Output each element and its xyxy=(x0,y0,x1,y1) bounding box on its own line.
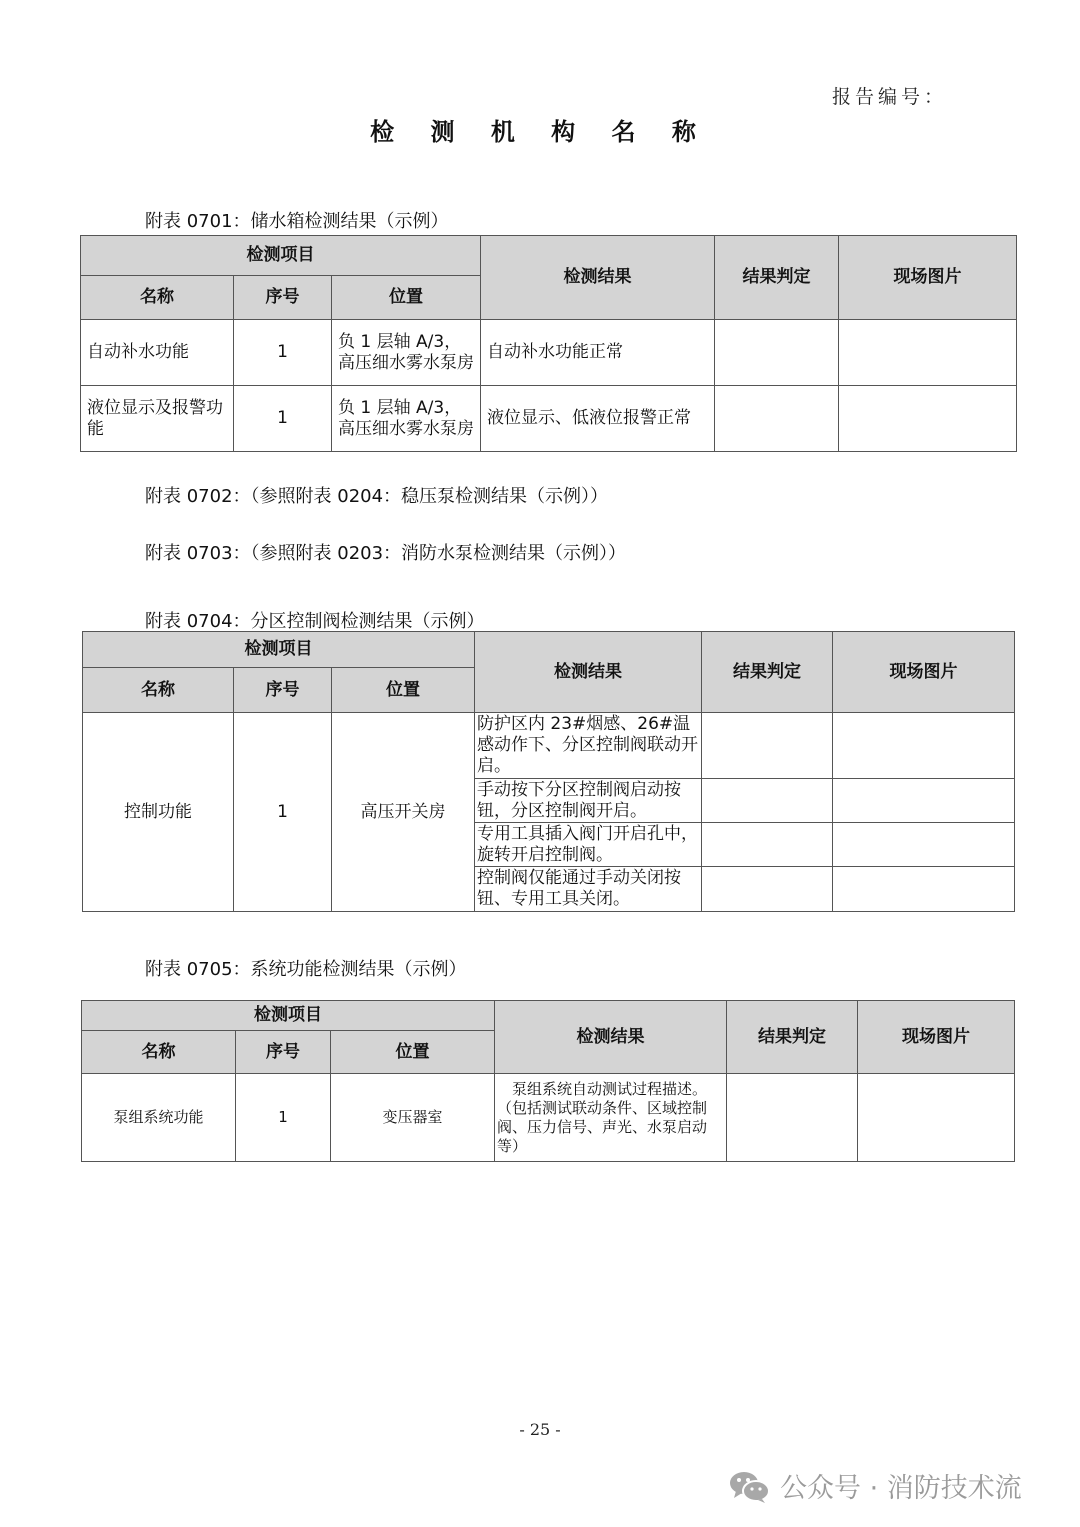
table-0701 xyxy=(80,235,1017,452)
header-name: 名称 xyxy=(83,668,234,713)
header-seq: 序号 xyxy=(234,668,332,713)
wechat-icon xyxy=(728,1470,772,1502)
cell-seq: 1 xyxy=(234,386,332,452)
watermark-text: 公众号 · 消防技术流 xyxy=(780,1473,1022,1504)
cell-location: 负 1 层轴 A/3，高压细水雾水泵房 xyxy=(332,320,481,386)
group-header: 检测项目 xyxy=(82,1001,495,1031)
table-row xyxy=(81,386,1017,452)
cell-name: 泵组系统功能 xyxy=(82,1074,236,1162)
cell-photo xyxy=(833,779,1015,823)
table-0703-caption: 附表 0703：（参照附表 0203：消防水泵检测结果（示例）） xyxy=(145,543,627,564)
cell-result: 液位显示、低液位报警正常 xyxy=(481,386,715,452)
header-name: 名称 xyxy=(81,276,234,320)
cell-result: 自动补水功能正常 xyxy=(481,320,715,386)
table-0701-caption: 附表 0701：储水箱检测结果（示例） xyxy=(145,211,449,232)
table-row xyxy=(83,713,1015,779)
cell-result: 控制阀仅能通过手动关闭按钮、专用工具关闭。 xyxy=(475,867,702,912)
header-location: 位置 xyxy=(332,668,475,713)
group-header: 检测项目 xyxy=(83,632,475,668)
group-header: 检测项目 xyxy=(81,236,481,276)
cell-result: 专用工具插入阀门开启孔中，旋转开启控制阀。 xyxy=(475,823,702,867)
header-result: 检测结果 xyxy=(495,1001,727,1074)
table-0705 xyxy=(81,1000,1015,1162)
table-0704-caption: 附表 0704：分区控制阀检测结果（示例） xyxy=(145,611,485,632)
cell-result: 防护区内 23#烟感、26#温感动作下、分区控制阀联动开启。 xyxy=(475,713,702,779)
cell-photo xyxy=(839,386,1017,452)
cell-photo xyxy=(833,823,1015,867)
cell-result: 泵组系统自动测试过程描述。（包括测试联动条件、区域控制阀、压力信号、声光、水泵启动等） xyxy=(495,1074,727,1162)
cell-judgement xyxy=(702,713,833,779)
cell-judgement xyxy=(727,1074,858,1162)
cell-photo xyxy=(833,867,1015,912)
cell-photo xyxy=(858,1074,1015,1162)
watermark xyxy=(728,1466,1022,1505)
table-row xyxy=(81,320,1017,386)
cell-seq: 1 xyxy=(236,1074,331,1162)
header-seq: 序号 xyxy=(236,1031,331,1074)
cell-judgement xyxy=(702,823,833,867)
cell-result: 手动按下分区控制阀启动按钮，分区控制阀开启。 xyxy=(475,779,702,823)
header-judgement: 结果判定 xyxy=(702,632,833,713)
header-seq: 序号 xyxy=(234,276,332,320)
org-title: 检 测 机 构 名 称 xyxy=(370,118,710,146)
header-judgement: 结果判定 xyxy=(715,236,839,320)
header-photo: 现场图片 xyxy=(839,236,1017,320)
report-number-label: 报告编号： xyxy=(832,86,948,108)
cell-name: 液位显示及报警功能 xyxy=(81,386,234,452)
header-photo: 现场图片 xyxy=(858,1001,1015,1074)
header-result: 检测结果 xyxy=(481,236,715,320)
cell-photo xyxy=(839,320,1017,386)
table-0702-caption: 附表 0702：（参照附表 0204：稳压泵检测结果（示例）） xyxy=(145,486,609,507)
table-row xyxy=(82,1074,1015,1162)
cell-name: 自动补水功能 xyxy=(81,320,234,386)
cell-photo xyxy=(833,713,1015,779)
cell-name: 控制功能 xyxy=(83,713,234,912)
cell-seq: 1 xyxy=(234,320,332,386)
table-0705-caption: 附表 0705：系统功能检测结果（示例） xyxy=(145,959,467,980)
cell-judgement xyxy=(702,779,833,823)
cell-seq: 1 xyxy=(234,713,332,912)
header-name: 名称 xyxy=(82,1031,236,1074)
header-judgement: 结果判定 xyxy=(727,1001,858,1074)
header-location: 位置 xyxy=(331,1031,495,1074)
header-photo: 现场图片 xyxy=(833,632,1015,713)
cell-location: 变压器室 xyxy=(331,1074,495,1162)
cell-judgement xyxy=(715,320,839,386)
cell-judgement xyxy=(715,386,839,452)
cell-location: 负 1 层轴 A/3，高压细水雾水泵房 xyxy=(332,386,481,452)
header-result: 检测结果 xyxy=(475,632,702,713)
header-location: 位置 xyxy=(332,276,481,320)
cell-judgement xyxy=(702,867,833,912)
page-number: - 25 - xyxy=(519,1420,561,1439)
table-0704 xyxy=(82,631,1015,912)
cell-location: 高压开关房 xyxy=(332,713,475,912)
